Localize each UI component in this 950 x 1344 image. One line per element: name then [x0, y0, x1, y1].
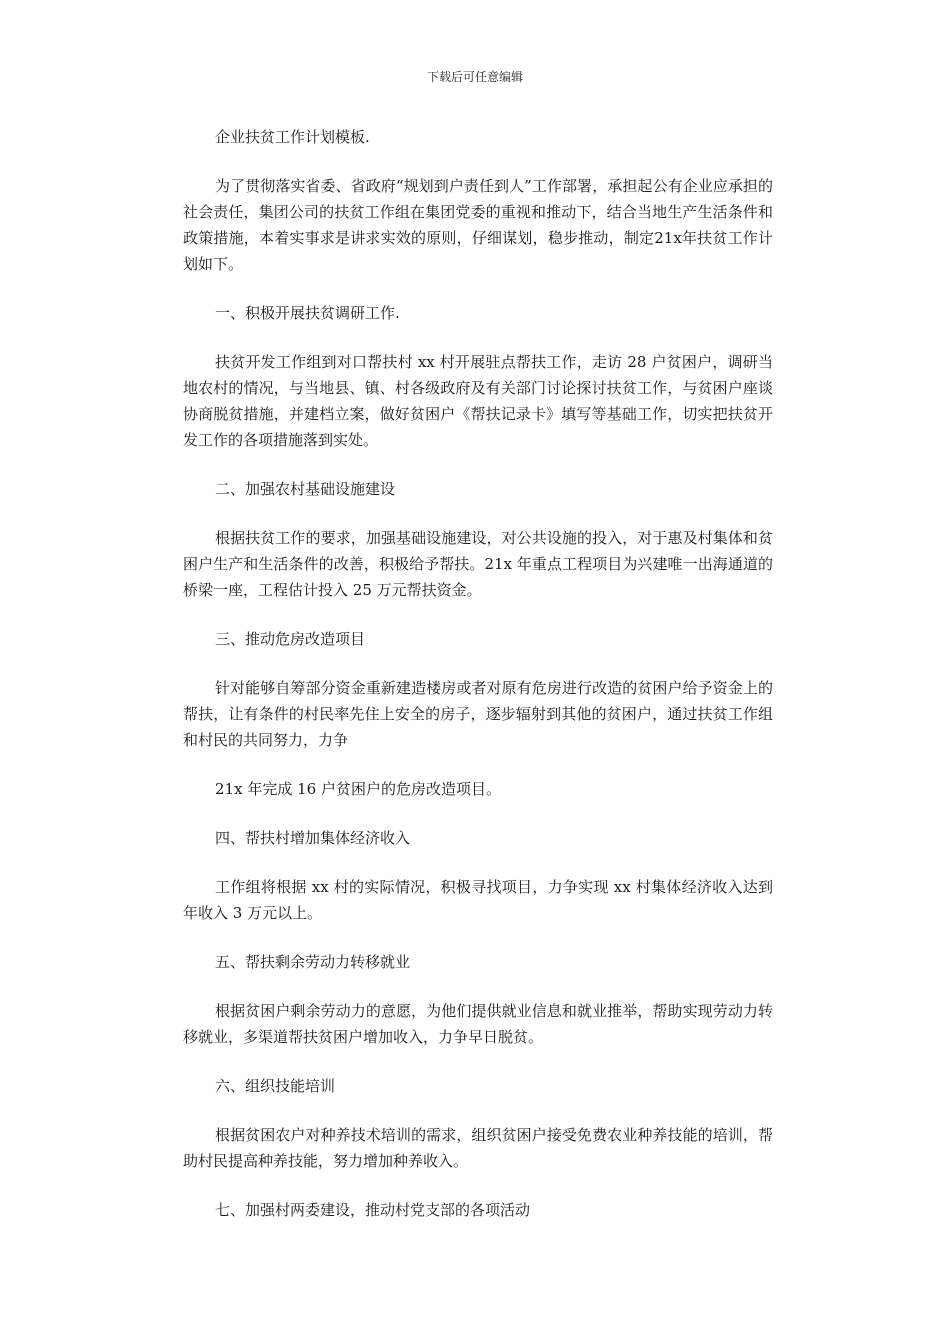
section-heading-2: 二、加强农村基础设施建设 [215, 480, 396, 498]
section-heading-6: 六、组织技能培训 [215, 1077, 336, 1095]
section-body-1: 扶贫开发工作组到对口帮扶村 xx 村开展驻点帮扶工作，走访 28 户贫困户，调研当地农村的情况，与当地县、镇、村各级政府及有关部门讨论探讨扶贫工作，与贫困户座谈协商脱贫措施，并建档立案，做好贫困户《帮扶记录卡》填写等基础工作，切实把扶贫开发工作的各项措施落到实处。 [183, 353, 773, 449]
section-heading-5: 五、帮扶剩余劳动力转移就业 [215, 953, 411, 971]
section-body-3-continued: 21x 年完成 16 户贫困户的危房改造项目。 [215, 780, 501, 798]
section-body-2: 根据扶贫工作的要求，加强基础设施建设，对公共设施的投入，对于惠及村集体和贫困户生产和生活条件的改善，积极给予帮扶。21x 年重点工程项目为兴建唯一出海通道的桥梁一座，工程估计投入 25 万元帮扶资金。 [183, 529, 773, 599]
section-body-4: 工作组将根据 xx 村的实际情况，积极寻找项目，力争实现 xx 村集体经济收入达到年收入 3 万元以上。 [183, 878, 773, 922]
section-body-3: 针对能够自筹部分资金重新建造楼房或者对原有危房进行改造的贫困户给予资金上的帮扶，让有条件的村民率先住上安全的房子，逐步辐射到其他的贫困户，通过扶贫工作组和村民的共同努力，力争 [183, 679, 773, 749]
intro-paragraph: 为了贯彻落实省委、省政府“规划到户责任到人”工作部署，承担起公有企业应承担的社会责任，集团公司的扶贫工作组在集团党委的重视和推动下，结合当地生产生活条件和政策措施，本着实事求是讲求实效的原则，仔细谋划，稳步推动，制定21x年扶贫工作计划如下。 [183, 177, 773, 273]
document-body [183, 124, 773, 1223]
section-body-6: 根据贫困农户对种养技术培训的需求，组织贫困户接受免费农业种养技能的培训，帮助村民提高种养技能，努力增加种养收入。 [183, 1126, 773, 1170]
section-heading-3: 三、推动危房改造项目 [215, 630, 366, 648]
document-title: 企业扶贫工作计划模板. [215, 128, 370, 146]
section-heading-1: 一、积极开展扶贫调研工作. [215, 304, 400, 322]
header-note: 下载后可任意编辑 [426, 70, 523, 84]
section-heading-7: 七、加强村两委建设，推动村党支部的各项活动 [215, 1201, 531, 1219]
section-body-5: 根据贫困户剩余劳动力的意愿，为他们提供就业信息和就业推举，帮助实现劳动力转移就业，多渠道帮扶贫困户增加收入，力争早日脱贫。 [183, 1002, 773, 1046]
section-heading-4: 四、帮扶村增加集体经济收入 [215, 829, 411, 847]
